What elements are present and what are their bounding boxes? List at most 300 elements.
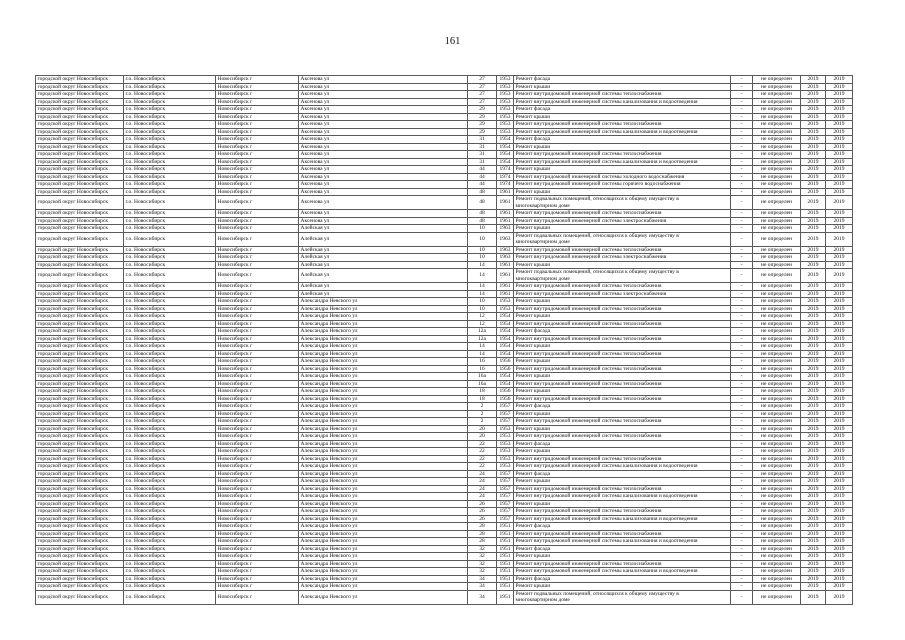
cell-build-year: 1961	[497, 290, 514, 298]
capital-repair-table	[35, 75, 853, 605]
table-row	[36, 500, 853, 508]
cell-house-number: 10	[468, 225, 497, 233]
cell-plan-start-year: 2019	[801, 91, 826, 99]
cell-plan-end-year: 2019	[826, 500, 853, 508]
cell-build-year: 1953	[497, 76, 514, 84]
cell-plan-end-year: 2019	[826, 83, 853, 91]
cell-plan-start-year: 2019	[801, 493, 826, 501]
cell-plan-end-year: 2019	[826, 335, 853, 343]
cell-build-year: 1951	[497, 568, 514, 576]
cell-status: не определен	[753, 470, 801, 478]
cell-dash: -	[731, 448, 753, 456]
page-number: 161	[444, 36, 461, 47]
table-row	[36, 553, 853, 561]
cell-build-year: 1951	[497, 530, 514, 538]
cell-work-type: Ремонт крыши	[514, 583, 731, 591]
cell-status: не определен	[753, 328, 801, 336]
cell-plan-end-year: 2019	[826, 151, 853, 159]
cell-status: не определен	[753, 395, 801, 403]
table-row	[36, 188, 853, 196]
cell-plan-start-year: 2019	[801, 583, 826, 591]
cell-municipal-district: городской округ Новосибирск	[36, 583, 124, 591]
cell-municipal-district: городской округ Новосибирск	[36, 553, 124, 561]
cell-work-type: Ремонт внутридомовой инженерной системы теплоснабжения	[514, 560, 731, 568]
cell-street: Александра Невского ул	[299, 463, 468, 471]
cell-status: не определен	[753, 403, 801, 411]
cell-dash: -	[731, 410, 753, 418]
cell-locality: Новосибирск г	[216, 365, 299, 373]
cell-status: не определен	[753, 313, 801, 321]
cell-dash: -	[731, 478, 753, 486]
cell-municipality: г.о. Новосибирск	[124, 515, 216, 523]
cell-work-type: Ремонт крыши	[514, 113, 731, 121]
cell-municipal-district: городской округ Новосибирск	[36, 76, 124, 84]
cell-plan-start-year: 2019	[801, 225, 826, 233]
cell-work-type: Ремонт внутридомовой инженерной системы теплоснабжения	[514, 246, 731, 254]
cell-street: Александра Невского ул	[299, 358, 468, 366]
cell-street: Александра Невского ул	[299, 440, 468, 448]
cell-work-type: Ремонт внутридомовой инженерной системы электроснабжения	[514, 254, 731, 262]
cell-work-type: Ремонт внутридомовой инженерной системы теплоснабжения	[514, 365, 731, 373]
cell-municipality: г.о. Новосибирск	[124, 328, 216, 336]
cell-street: Александра Невского ул	[299, 590, 468, 604]
cell-dash: -	[731, 217, 753, 225]
table-row	[36, 538, 853, 546]
cell-street: Алейская ул	[299, 290, 468, 298]
cell-dash: -	[731, 83, 753, 91]
cell-house-number: 34	[468, 575, 497, 583]
cell-house-number: 18	[468, 395, 497, 403]
cell-dash: -	[731, 181, 753, 189]
table-row	[36, 283, 853, 291]
cell-house-number: 22	[468, 455, 497, 463]
cell-plan-end-year: 2019	[826, 523, 853, 531]
cell-dash: -	[731, 373, 753, 381]
cell-locality: Новосибирск г	[216, 328, 299, 336]
table-row	[36, 530, 853, 538]
cell-house-number: 2	[468, 418, 497, 426]
cell-build-year: 1954	[497, 143, 514, 151]
cell-locality: Новосибирск г	[216, 143, 299, 151]
cell-house-number: 48	[468, 188, 497, 196]
cell-dash: -	[731, 538, 753, 546]
cell-municipality: г.о. Новосибирск	[124, 143, 216, 151]
cell-municipal-district: городской округ Новосибирск	[36, 196, 124, 210]
cell-house-number: 2	[468, 403, 497, 411]
cell-plan-start-year: 2019	[801, 470, 826, 478]
cell-locality: Новосибирск г	[216, 196, 299, 210]
cell-status: не определен	[753, 500, 801, 508]
cell-municipal-district: городской округ Новосибирск	[36, 388, 124, 396]
cell-dash: -	[731, 106, 753, 114]
table-row	[36, 320, 853, 328]
cell-plan-start-year: 2019	[801, 269, 826, 283]
cell-status: не определен	[753, 575, 801, 583]
cell-status: не определен	[753, 210, 801, 218]
cell-dash: -	[731, 395, 753, 403]
cell-build-year: 1953	[497, 440, 514, 448]
cell-municipality: г.о. Новосибирск	[124, 418, 216, 426]
cell-municipality: г.о. Новосибирск	[124, 181, 216, 189]
cell-plan-start-year: 2019	[801, 343, 826, 351]
cell-build-year: 1953	[497, 113, 514, 121]
cell-municipality: г.о. Новосибирск	[124, 388, 216, 396]
cell-plan-end-year: 2019	[826, 128, 853, 136]
cell-street: Александра Невского ул	[299, 418, 468, 426]
cell-plan-end-year: 2019	[826, 188, 853, 196]
cell-street: Александра Невского ул	[299, 560, 468, 568]
cell-plan-start-year: 2019	[801, 76, 826, 84]
table-row	[36, 158, 853, 166]
cell-municipality: г.о. Новосибирск	[124, 173, 216, 181]
cell-house-number: 27	[468, 91, 497, 99]
cell-build-year: 1954	[497, 373, 514, 381]
cell-plan-start-year: 2019	[801, 365, 826, 373]
cell-plan-start-year: 2019	[801, 388, 826, 396]
cell-municipal-district: городской округ Новосибирск	[36, 210, 124, 218]
cell-plan-start-year: 2019	[801, 508, 826, 516]
cell-dash: -	[731, 433, 753, 441]
cell-status: не определен	[753, 181, 801, 189]
cell-municipal-district: городской округ Новосибирск	[36, 373, 124, 381]
cell-plan-end-year: 2019	[826, 246, 853, 254]
cell-work-type: Ремонт крыши	[514, 225, 731, 233]
cell-status: не определен	[753, 373, 801, 381]
cell-build-year: 1956	[497, 388, 514, 396]
cell-municipality: г.о. Новосибирск	[124, 136, 216, 144]
cell-street: Алейская ул	[299, 232, 468, 246]
table-row	[36, 440, 853, 448]
cell-locality: Новосибирск г	[216, 254, 299, 262]
cell-house-number: 48	[468, 196, 497, 210]
cell-plan-end-year: 2019	[826, 455, 853, 463]
cell-street: Алейская ул	[299, 283, 468, 291]
cell-dash: -	[731, 343, 753, 351]
cell-house-number: 24	[468, 485, 497, 493]
cell-dash: -	[731, 320, 753, 328]
cell-plan-end-year: 2019	[826, 121, 853, 129]
table-row	[36, 418, 853, 426]
cell-build-year: 1953	[497, 448, 514, 456]
cell-street: Александра Невского ул	[299, 373, 468, 381]
cell-locality: Новосибирск г	[216, 500, 299, 508]
cell-build-year: 1954	[497, 335, 514, 343]
cell-street: Аксенова ул	[299, 217, 468, 225]
table-row	[36, 196, 853, 210]
cell-dash: -	[731, 470, 753, 478]
cell-plan-end-year: 2019	[826, 590, 853, 604]
cell-municipal-district: городской округ Новосибирск	[36, 433, 124, 441]
cell-plan-start-year: 2019	[801, 515, 826, 523]
cell-municipal-district: городской округ Новосибирск	[36, 395, 124, 403]
cell-house-number: 16а	[468, 380, 497, 388]
cell-street: Александра Невского ул	[299, 328, 468, 336]
cell-house-number: 32	[468, 545, 497, 553]
cell-plan-end-year: 2019	[826, 232, 853, 246]
cell-plan-start-year: 2019	[801, 523, 826, 531]
cell-locality: Новосибирск г	[216, 433, 299, 441]
cell-plan-end-year: 2019	[826, 320, 853, 328]
cell-status: не определен	[753, 388, 801, 396]
cell-municipal-district: городской округ Новосибирск	[36, 232, 124, 246]
table-row	[36, 373, 853, 381]
cell-street: Аксенова ул	[299, 166, 468, 174]
cell-plan-end-year: 2019	[826, 358, 853, 366]
cell-plan-start-year: 2019	[801, 328, 826, 336]
cell-municipal-district: городской округ Новосибирск	[36, 365, 124, 373]
cell-dash: -	[731, 418, 753, 426]
cell-municipality: г.о. Новосибирск	[124, 217, 216, 225]
cell-work-type: Ремонт крыши	[514, 143, 731, 151]
cell-municipality: г.о. Новосибирск	[124, 91, 216, 99]
cell-build-year: 1956	[497, 358, 514, 366]
cell-street: Аксенова ул	[299, 173, 468, 181]
cell-municipal-district: городской округ Новосибирск	[36, 358, 124, 366]
cell-municipality: г.о. Новосибирск	[124, 455, 216, 463]
cell-plan-end-year: 2019	[826, 545, 853, 553]
table-row	[36, 463, 853, 471]
cell-work-type: Ремонт подвальных помещений, относящихся к общему имуществу в многоквартирном доме	[514, 269, 731, 283]
cell-street: Алейская ул	[299, 269, 468, 283]
cell-work-type: Ремонт внутридомовой инженерной системы канализования и водоотведения	[514, 515, 731, 523]
cell-locality: Новосибирск г	[216, 448, 299, 456]
cell-work-type: Ремонт внутридомовой инженерной системы теплоснабжения	[514, 320, 731, 328]
cell-work-type: Ремонт внутридомовой инженерной системы теплоснабжения	[514, 335, 731, 343]
cell-work-type: Ремонт крыши	[514, 373, 731, 381]
cell-locality: Новосибирск г	[216, 269, 299, 283]
cell-municipality: г.о. Новосибирск	[124, 545, 216, 553]
cell-street: Алейская ул	[299, 261, 468, 269]
cell-work-type: Ремонт фасада	[514, 545, 731, 553]
cell-build-year: 1954	[497, 320, 514, 328]
table-row	[36, 121, 853, 129]
cell-street: Александра Невского ул	[299, 410, 468, 418]
cell-plan-start-year: 2019	[801, 113, 826, 121]
cell-street: Александра Невского ул	[299, 553, 468, 561]
cell-municipality: г.о. Новосибирск	[124, 128, 216, 136]
cell-house-number: 29	[468, 113, 497, 121]
cell-locality: Новосибирск г	[216, 217, 299, 225]
table-row	[36, 523, 853, 531]
cell-status: не определен	[753, 106, 801, 114]
cell-plan-start-year: 2019	[801, 283, 826, 291]
cell-dash: -	[731, 590, 753, 604]
cell-build-year: 1957	[497, 508, 514, 516]
cell-locality: Новосибирск г	[216, 418, 299, 426]
cell-build-year: 1953	[497, 298, 514, 306]
table-row	[36, 225, 853, 233]
cell-house-number: 20	[468, 425, 497, 433]
cell-status: не определен	[753, 261, 801, 269]
cell-work-type: Ремонт фасада	[514, 523, 731, 531]
cell-municipality: г.о. Новосибирск	[124, 433, 216, 441]
cell-status: не определен	[753, 151, 801, 159]
cell-municipal-district: городской округ Новосибирск	[36, 269, 124, 283]
cell-build-year: 1954	[497, 151, 514, 159]
cell-house-number: 29	[468, 128, 497, 136]
cell-work-type: Ремонт подвальных помещений, относящихся к общему имуществу в многоквартирном доме	[514, 590, 731, 604]
cell-house-number: 22	[468, 440, 497, 448]
table-row	[36, 98, 853, 106]
cell-street: Алейская ул	[299, 225, 468, 233]
cell-municipal-district: городской округ Новосибирск	[36, 380, 124, 388]
cell-status: не определен	[753, 158, 801, 166]
cell-street: Аксенова ул	[299, 181, 468, 189]
cell-plan-start-year: 2019	[801, 98, 826, 106]
cell-plan-start-year: 2019	[801, 358, 826, 366]
cell-plan-start-year: 2019	[801, 478, 826, 486]
cell-build-year: 1961	[497, 217, 514, 225]
cell-municipal-district: городской округ Новосибирск	[36, 106, 124, 114]
cell-locality: Новосибирск г	[216, 470, 299, 478]
cell-build-year: 1953	[497, 463, 514, 471]
cell-locality: Новосибирск г	[216, 290, 299, 298]
cell-street: Аксенова ул	[299, 106, 468, 114]
cell-work-type: Ремонт фасада	[514, 470, 731, 478]
cell-status: не определен	[753, 440, 801, 448]
cell-plan-start-year: 2019	[801, 232, 826, 246]
cell-work-type: Ремонт внутридомовой инженерной системы теплоснабжения	[514, 380, 731, 388]
cell-work-type: Ремонт внутридомовой инженерной системы канализования и водоотведения	[514, 128, 731, 136]
cell-build-year: 1954	[497, 136, 514, 144]
cell-house-number: 24	[468, 493, 497, 501]
cell-plan-start-year: 2019	[801, 380, 826, 388]
table-row	[36, 313, 853, 321]
cell-dash: -	[731, 136, 753, 144]
cell-build-year: 1953	[497, 305, 514, 313]
cell-work-type: Ремонт внутридомовой инженерной системы канализования и водоотведения	[514, 568, 731, 576]
cell-locality: Новосибирск г	[216, 343, 299, 351]
cell-work-type: Ремонт подвальных помещений, относящихся к общему имуществу в многоквартирном доме	[514, 196, 731, 210]
cell-build-year: 1951	[497, 523, 514, 531]
cell-plan-end-year: 2019	[826, 448, 853, 456]
cell-plan-end-year: 2019	[826, 493, 853, 501]
cell-work-type: Ремонт фасада	[514, 328, 731, 336]
cell-locality: Новосибирск г	[216, 335, 299, 343]
cell-work-type: Ремонт внутридомовой инженерной системы канализования и водоотведения	[514, 98, 731, 106]
cell-municipal-district: городской округ Новосибирск	[36, 440, 124, 448]
cell-plan-start-year: 2019	[801, 553, 826, 561]
cell-work-type: Ремонт фасада	[514, 575, 731, 583]
cell-municipality: г.о. Новосибирск	[124, 493, 216, 501]
cell-work-type: Ремонт внутридомовой инженерной системы канализования и водоотведения	[514, 463, 731, 471]
cell-dash: -	[731, 283, 753, 291]
cell-dash: -	[731, 545, 753, 553]
cell-house-number: 10	[468, 254, 497, 262]
cell-work-type: Ремонт крыши	[514, 425, 731, 433]
cell-street: Александра Невского ул	[299, 403, 468, 411]
cell-plan-start-year: 2019	[801, 143, 826, 151]
cell-status: не определен	[753, 173, 801, 181]
cell-dash: -	[731, 425, 753, 433]
cell-build-year: 1961	[497, 196, 514, 210]
table-row	[36, 83, 853, 91]
cell-locality: Новосибирск г	[216, 91, 299, 99]
cell-status: не определен	[753, 98, 801, 106]
cell-locality: Новосибирск г	[216, 478, 299, 486]
cell-work-type: Ремонт крыши	[514, 448, 731, 456]
cell-municipal-district: городской округ Новосибирск	[36, 143, 124, 151]
cell-dash: -	[731, 151, 753, 159]
cell-work-type: Ремонт крыши	[514, 83, 731, 91]
cell-house-number: 14	[468, 269, 497, 283]
cell-plan-start-year: 2019	[801, 166, 826, 174]
cell-municipality: г.о. Новосибирск	[124, 320, 216, 328]
cell-street: Александра Невского ул	[299, 493, 468, 501]
cell-street: Аксенова ул	[299, 188, 468, 196]
cell-plan-end-year: 2019	[826, 568, 853, 576]
cell-house-number: 31	[468, 151, 497, 159]
cell-municipality: г.о. Новосибирск	[124, 410, 216, 418]
cell-plan-start-year: 2019	[801, 463, 826, 471]
cell-build-year: 1954	[497, 380, 514, 388]
cell-municipal-district: городской округ Новосибирск	[36, 305, 124, 313]
cell-plan-start-year: 2019	[801, 106, 826, 114]
cell-plan-start-year: 2019	[801, 181, 826, 189]
cell-municipality: г.о. Новосибирск	[124, 335, 216, 343]
cell-plan-start-year: 2019	[801, 261, 826, 269]
cell-municipality: г.о. Новосибирск	[124, 166, 216, 174]
cell-status: не определен	[753, 320, 801, 328]
cell-municipal-district: городской округ Новосибирск	[36, 246, 124, 254]
cell-work-type: Ремонт фасада	[514, 106, 731, 114]
cell-status: не определен	[753, 358, 801, 366]
cell-plan-end-year: 2019	[826, 76, 853, 84]
cell-municipal-district: городской округ Новосибирск	[36, 410, 124, 418]
cell-house-number: 22	[468, 463, 497, 471]
cell-status: не определен	[753, 350, 801, 358]
cell-work-type: Ремонт фасада	[514, 403, 731, 411]
cell-municipality: г.о. Новосибирск	[124, 121, 216, 129]
cell-plan-start-year: 2019	[801, 128, 826, 136]
cell-street: Аксенова ул	[299, 91, 468, 99]
cell-locality: Новосибирск г	[216, 583, 299, 591]
cell-dash: -	[731, 246, 753, 254]
cell-work-type: Ремонт подвальных помещений, относящихся к общему имуществу в многоквартирном доме	[514, 232, 731, 246]
cell-house-number: 29	[468, 106, 497, 114]
cell-plan-start-year: 2019	[801, 313, 826, 321]
cell-house-number: 12	[468, 320, 497, 328]
cell-plan-start-year: 2019	[801, 403, 826, 411]
cell-plan-end-year: 2019	[826, 575, 853, 583]
cell-municipality: г.о. Новосибирск	[124, 395, 216, 403]
cell-plan-end-year: 2019	[826, 305, 853, 313]
cell-locality: Новосибирск г	[216, 210, 299, 218]
cell-plan-start-year: 2019	[801, 395, 826, 403]
cell-locality: Новосибирск г	[216, 320, 299, 328]
cell-municipality: г.о. Новосибирск	[124, 76, 216, 84]
cell-plan-end-year: 2019	[826, 433, 853, 441]
cell-plan-end-year: 2019	[826, 113, 853, 121]
cell-status: не определен	[753, 583, 801, 591]
cell-build-year: 1957	[497, 493, 514, 501]
cell-municipality: г.о. Новосибирск	[124, 485, 216, 493]
cell-locality: Новосибирск г	[216, 530, 299, 538]
cell-work-type: Ремонт крыши	[514, 343, 731, 351]
cell-street: Александра Невского ул	[299, 538, 468, 546]
table-row	[36, 166, 853, 174]
cell-street: Александра Невского ул	[299, 343, 468, 351]
cell-house-number: 10	[468, 305, 497, 313]
cell-municipality: г.о. Новосибирск	[124, 373, 216, 381]
cell-build-year: 1953	[497, 83, 514, 91]
cell-build-year: 1956	[497, 395, 514, 403]
cell-house-number: 44	[468, 173, 497, 181]
cell-municipality: г.о. Новосибирск	[124, 440, 216, 448]
cell-status: не определен	[753, 136, 801, 144]
cell-street: Александра Невского ул	[299, 470, 468, 478]
cell-municipal-district: городской округ Новосибирск	[36, 313, 124, 321]
